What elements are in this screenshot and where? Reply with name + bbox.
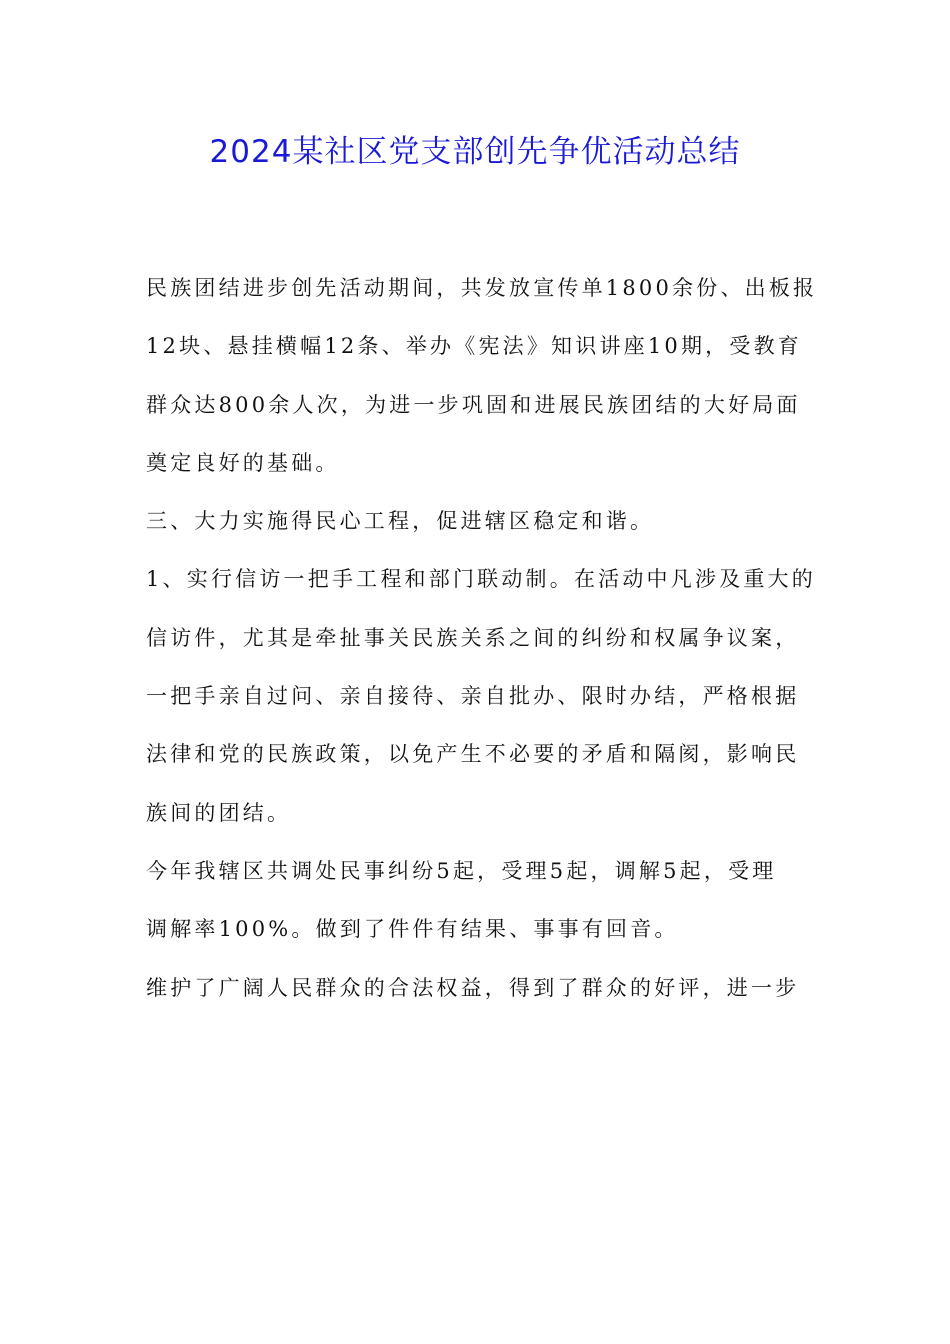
body-line: 群众达800余人次，为进一步巩固和进展民族团结的大好局面 [146,392,801,417]
body-line: 信访件，尤其是牵扯事关民族关系之间的纠纷和权属争议案， [146,625,800,650]
body-line: 维护了广阔人民群众的合法权益，得到了群众的好评，进一步 [146,975,800,1000]
body-line: 三、大力实施得民心工程，促进辖区稳定和谐。 [146,509,655,534]
body-line: 调解率100%。做到了件件有结果、事事有回音。 [146,917,679,942]
body-line: 民族团结进步创先活动期间，共发放宣传单1800余份、出板报 [146,276,818,300]
document-title: 2024某社区党支部创先争优活动总结 [209,134,741,170]
body-line: 一把手亲自过问、亲自接待、亲自批办、限时办结，严格根据 [146,684,800,709]
document-body [146,259,818,1017]
body-line: 今年我辖区共调处民事纠纷5起，受理5起，调解5起，受理 [146,858,777,883]
body-line: 12块、悬挂横幅12条、举办《宪法》知识讲座10期，受教育 [146,334,802,359]
body-line: 1、实行信访一把手工程和部门联动制。在活动中凡涉及重大的 [146,567,816,592]
body-line: 族间的团结。 [146,800,292,825]
body-line: 法律和党的民族政策，以免产生不必要的矛盾和隔阂，影响民 [146,742,800,767]
body-line: 奠定良好的基础。 [146,450,340,475]
